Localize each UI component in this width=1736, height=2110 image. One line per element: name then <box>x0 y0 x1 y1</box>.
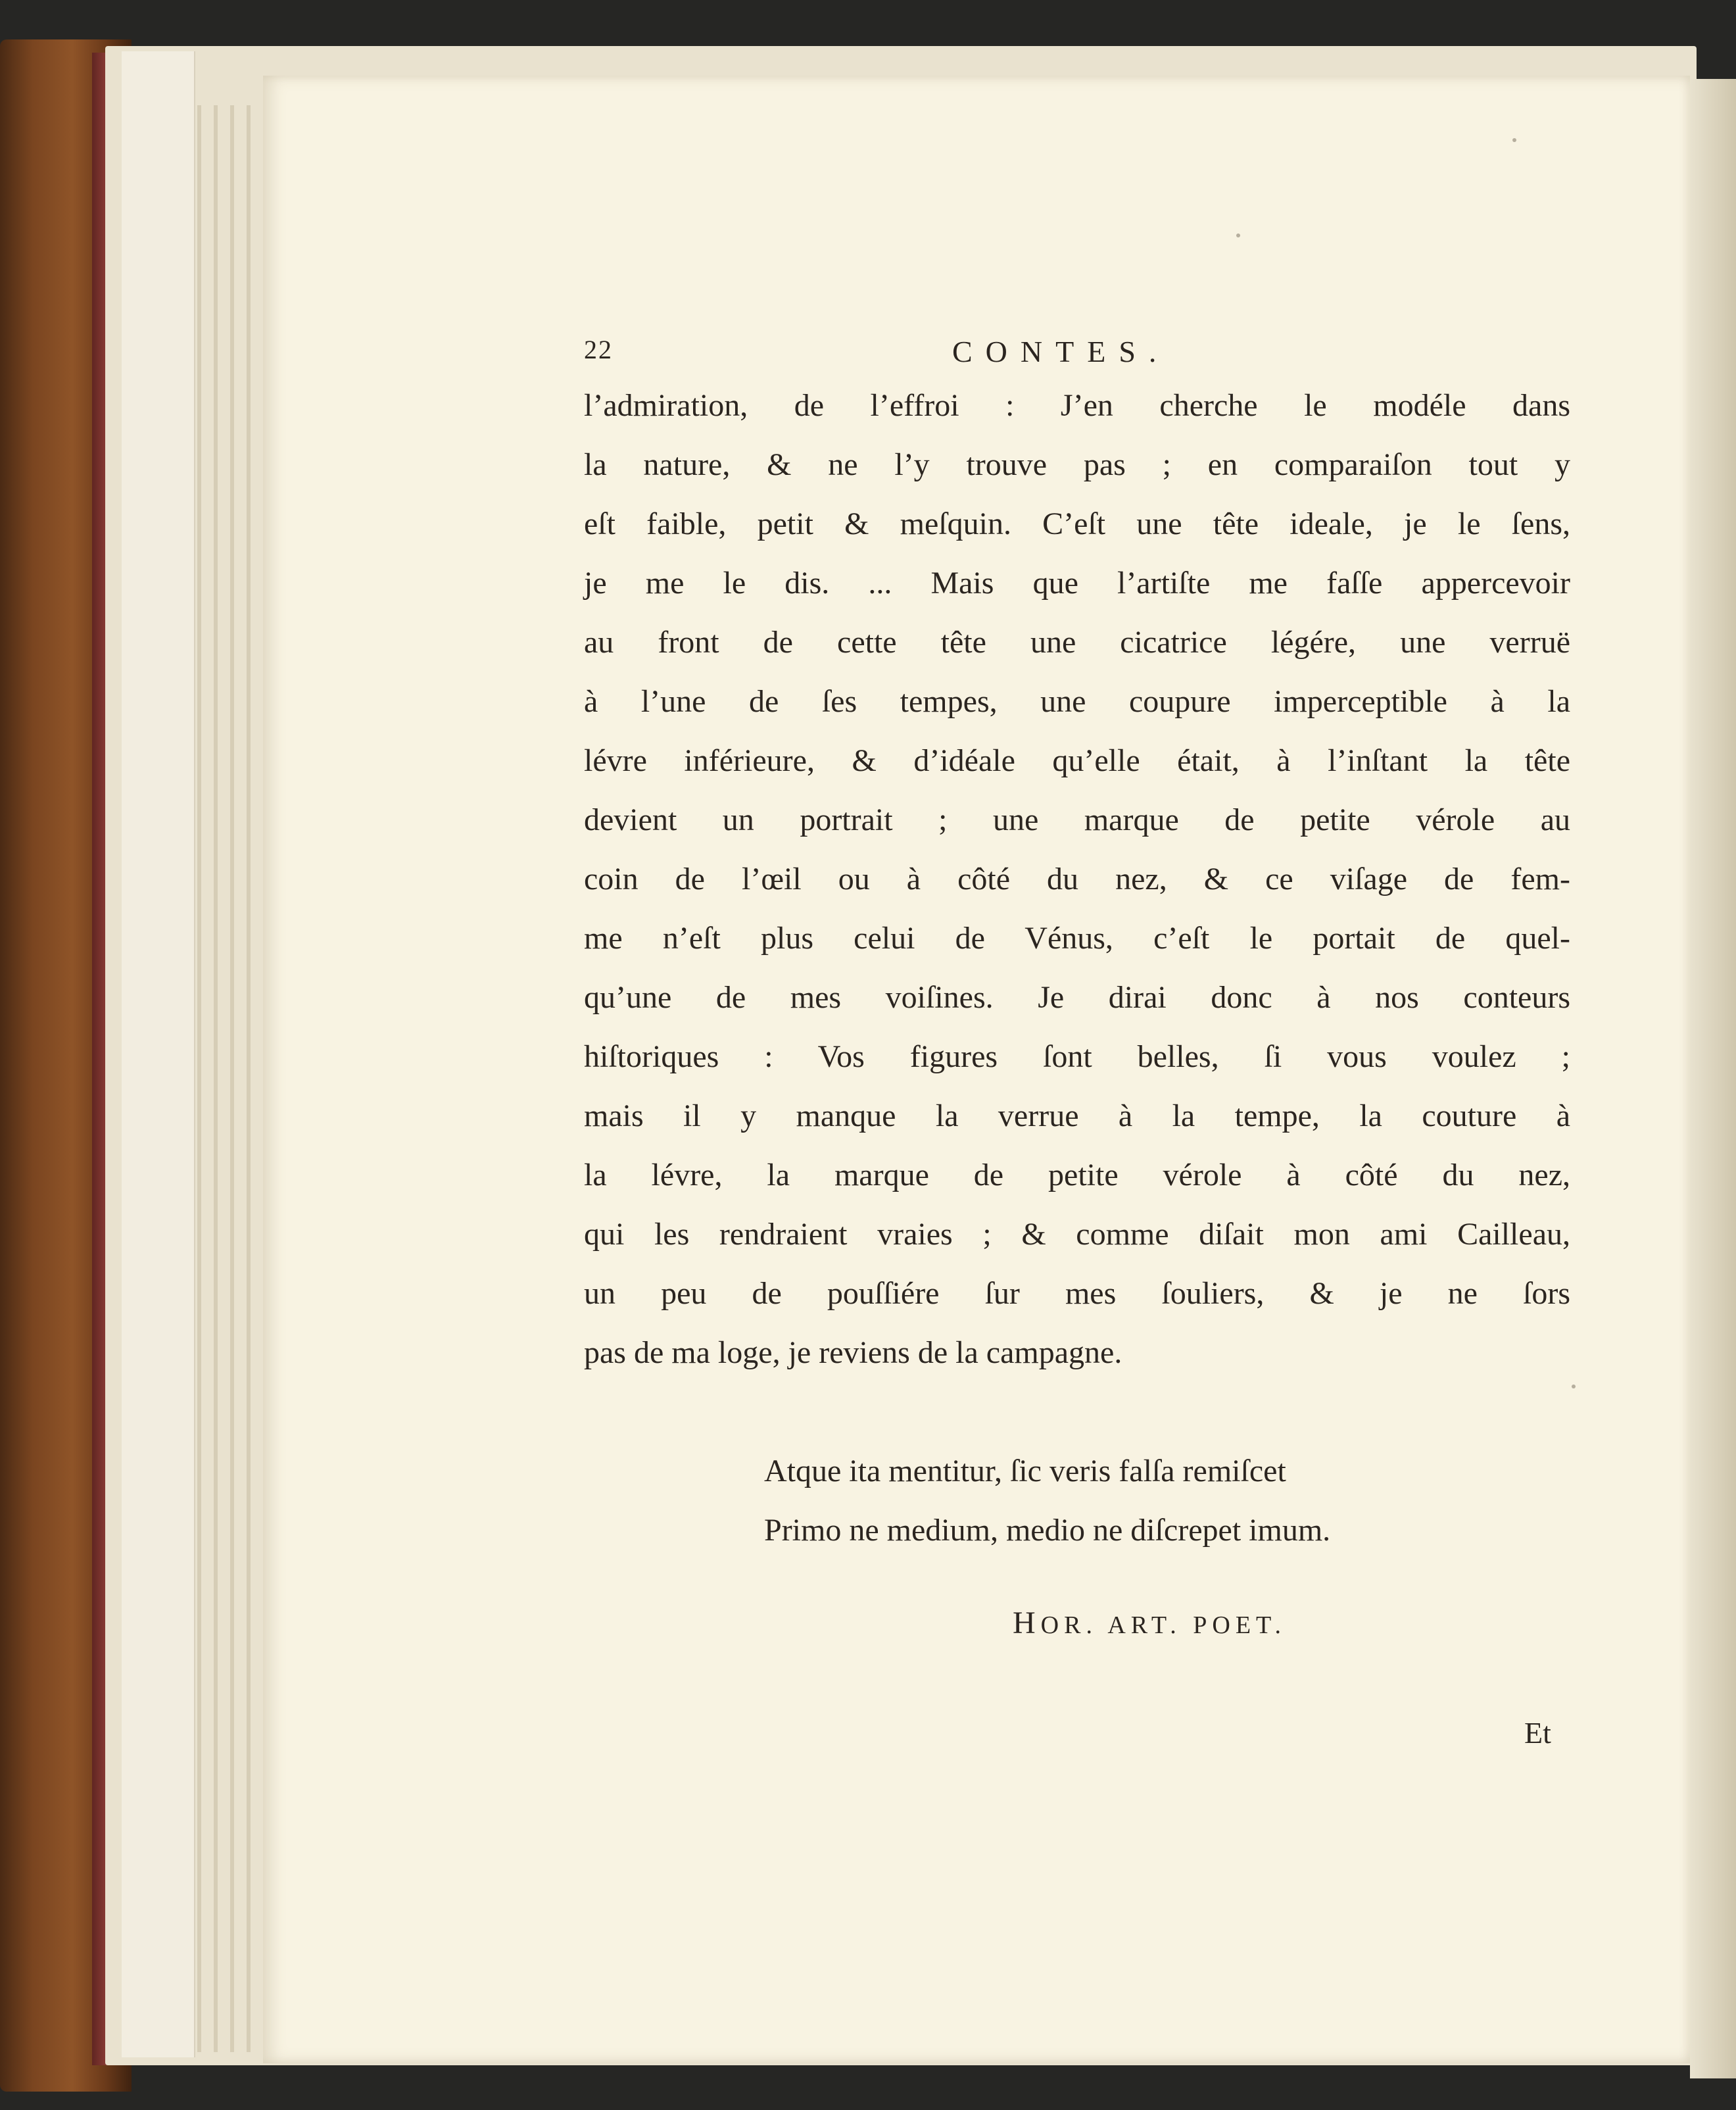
text-line: lévre inférieure, & d’idéale qu’elle était, à l’inſtant la tête <box>584 743 1570 778</box>
text-line: à l’une de ſes tempes, une coupure imperceptible à la <box>584 684 1570 719</box>
text-line: me n’eſt plus celui de Vénus, c’eſt le portait de quel- <box>584 921 1570 956</box>
leaf-edge <box>197 105 201 2052</box>
flyleaf <box>122 51 195 2057</box>
page-number: 22 <box>584 335 613 364</box>
leaf-edge <box>230 105 234 2052</box>
verse-line: Atque ita mentitur, ſic veris falſa remiſcet <box>764 1454 1286 1488</box>
leaf-edge <box>247 105 251 2052</box>
citation-text: OR. ART. POET. <box>1040 1611 1286 1639</box>
text-line: mais il y manque la verrue à la tempe, la couture à <box>584 1098 1570 1133</box>
text-line: pas de ma loge, je reviens de la campagne. <box>584 1335 1122 1370</box>
text-line: qui les rendraient vraies ; & comme diſait mon ami Cailleau, <box>584 1217 1570 1252</box>
latin-verse-quote <box>764 1442 1330 1560</box>
text-line: la nature, & ne l’y trouve pas ; en comparaiſon tout y <box>584 447 1570 482</box>
next-page-edge <box>1690 79 1736 2078</box>
leaf-edge <box>214 105 218 2052</box>
catchword: Et <box>1524 1716 1551 1750</box>
main-text-block <box>584 334 1570 1383</box>
text-line: coin de l’œil ou à côté du nez, & ce viſage de fem- <box>584 862 1570 896</box>
text-line: je me le dis. ... Mais que l’artiſte me faſſe appercevoir <box>584 566 1570 601</box>
text-line: au front de cette tête une cicatrice légére, une verruë <box>584 625 1570 660</box>
body-paragraph <box>584 376 1570 1383</box>
text-line: devient un portrait ; une marque de petite vérole au <box>584 802 1570 837</box>
text-line: la lévre, la marque de petite vérole à côté du nez, <box>584 1158 1570 1192</box>
paper-fleck <box>1512 138 1516 142</box>
text-line: qu’une de mes voiſines. Je dirai donc à nos conteurs <box>584 980 1570 1015</box>
text-line: l’admiration, de l’effroi : J’en cherche le modéle dans <box>584 388 1570 423</box>
paper-fleck <box>1236 233 1240 237</box>
verse-line: Primo ne medium, medio ne diſcrepet imum. <box>764 1513 1331 1548</box>
citation-initial: H <box>1013 1606 1041 1640</box>
verse-citation <box>1013 1605 1286 1641</box>
text-line: hiſtoriques : Vos figures ſont belles, ſi vous voulez ; <box>584 1039 1570 1074</box>
page-header <box>584 334 1570 376</box>
text-line: eſt faible, petit & meſquin. C’eſt une tête ideale, je le ſens, <box>584 506 1570 541</box>
paper-fleck <box>1572 1385 1576 1388</box>
text-line: un peu de pouſſiére ſur mes ſouliers, & je ne ſors <box>584 1276 1570 1311</box>
running-head: CONTES. <box>952 335 1170 368</box>
